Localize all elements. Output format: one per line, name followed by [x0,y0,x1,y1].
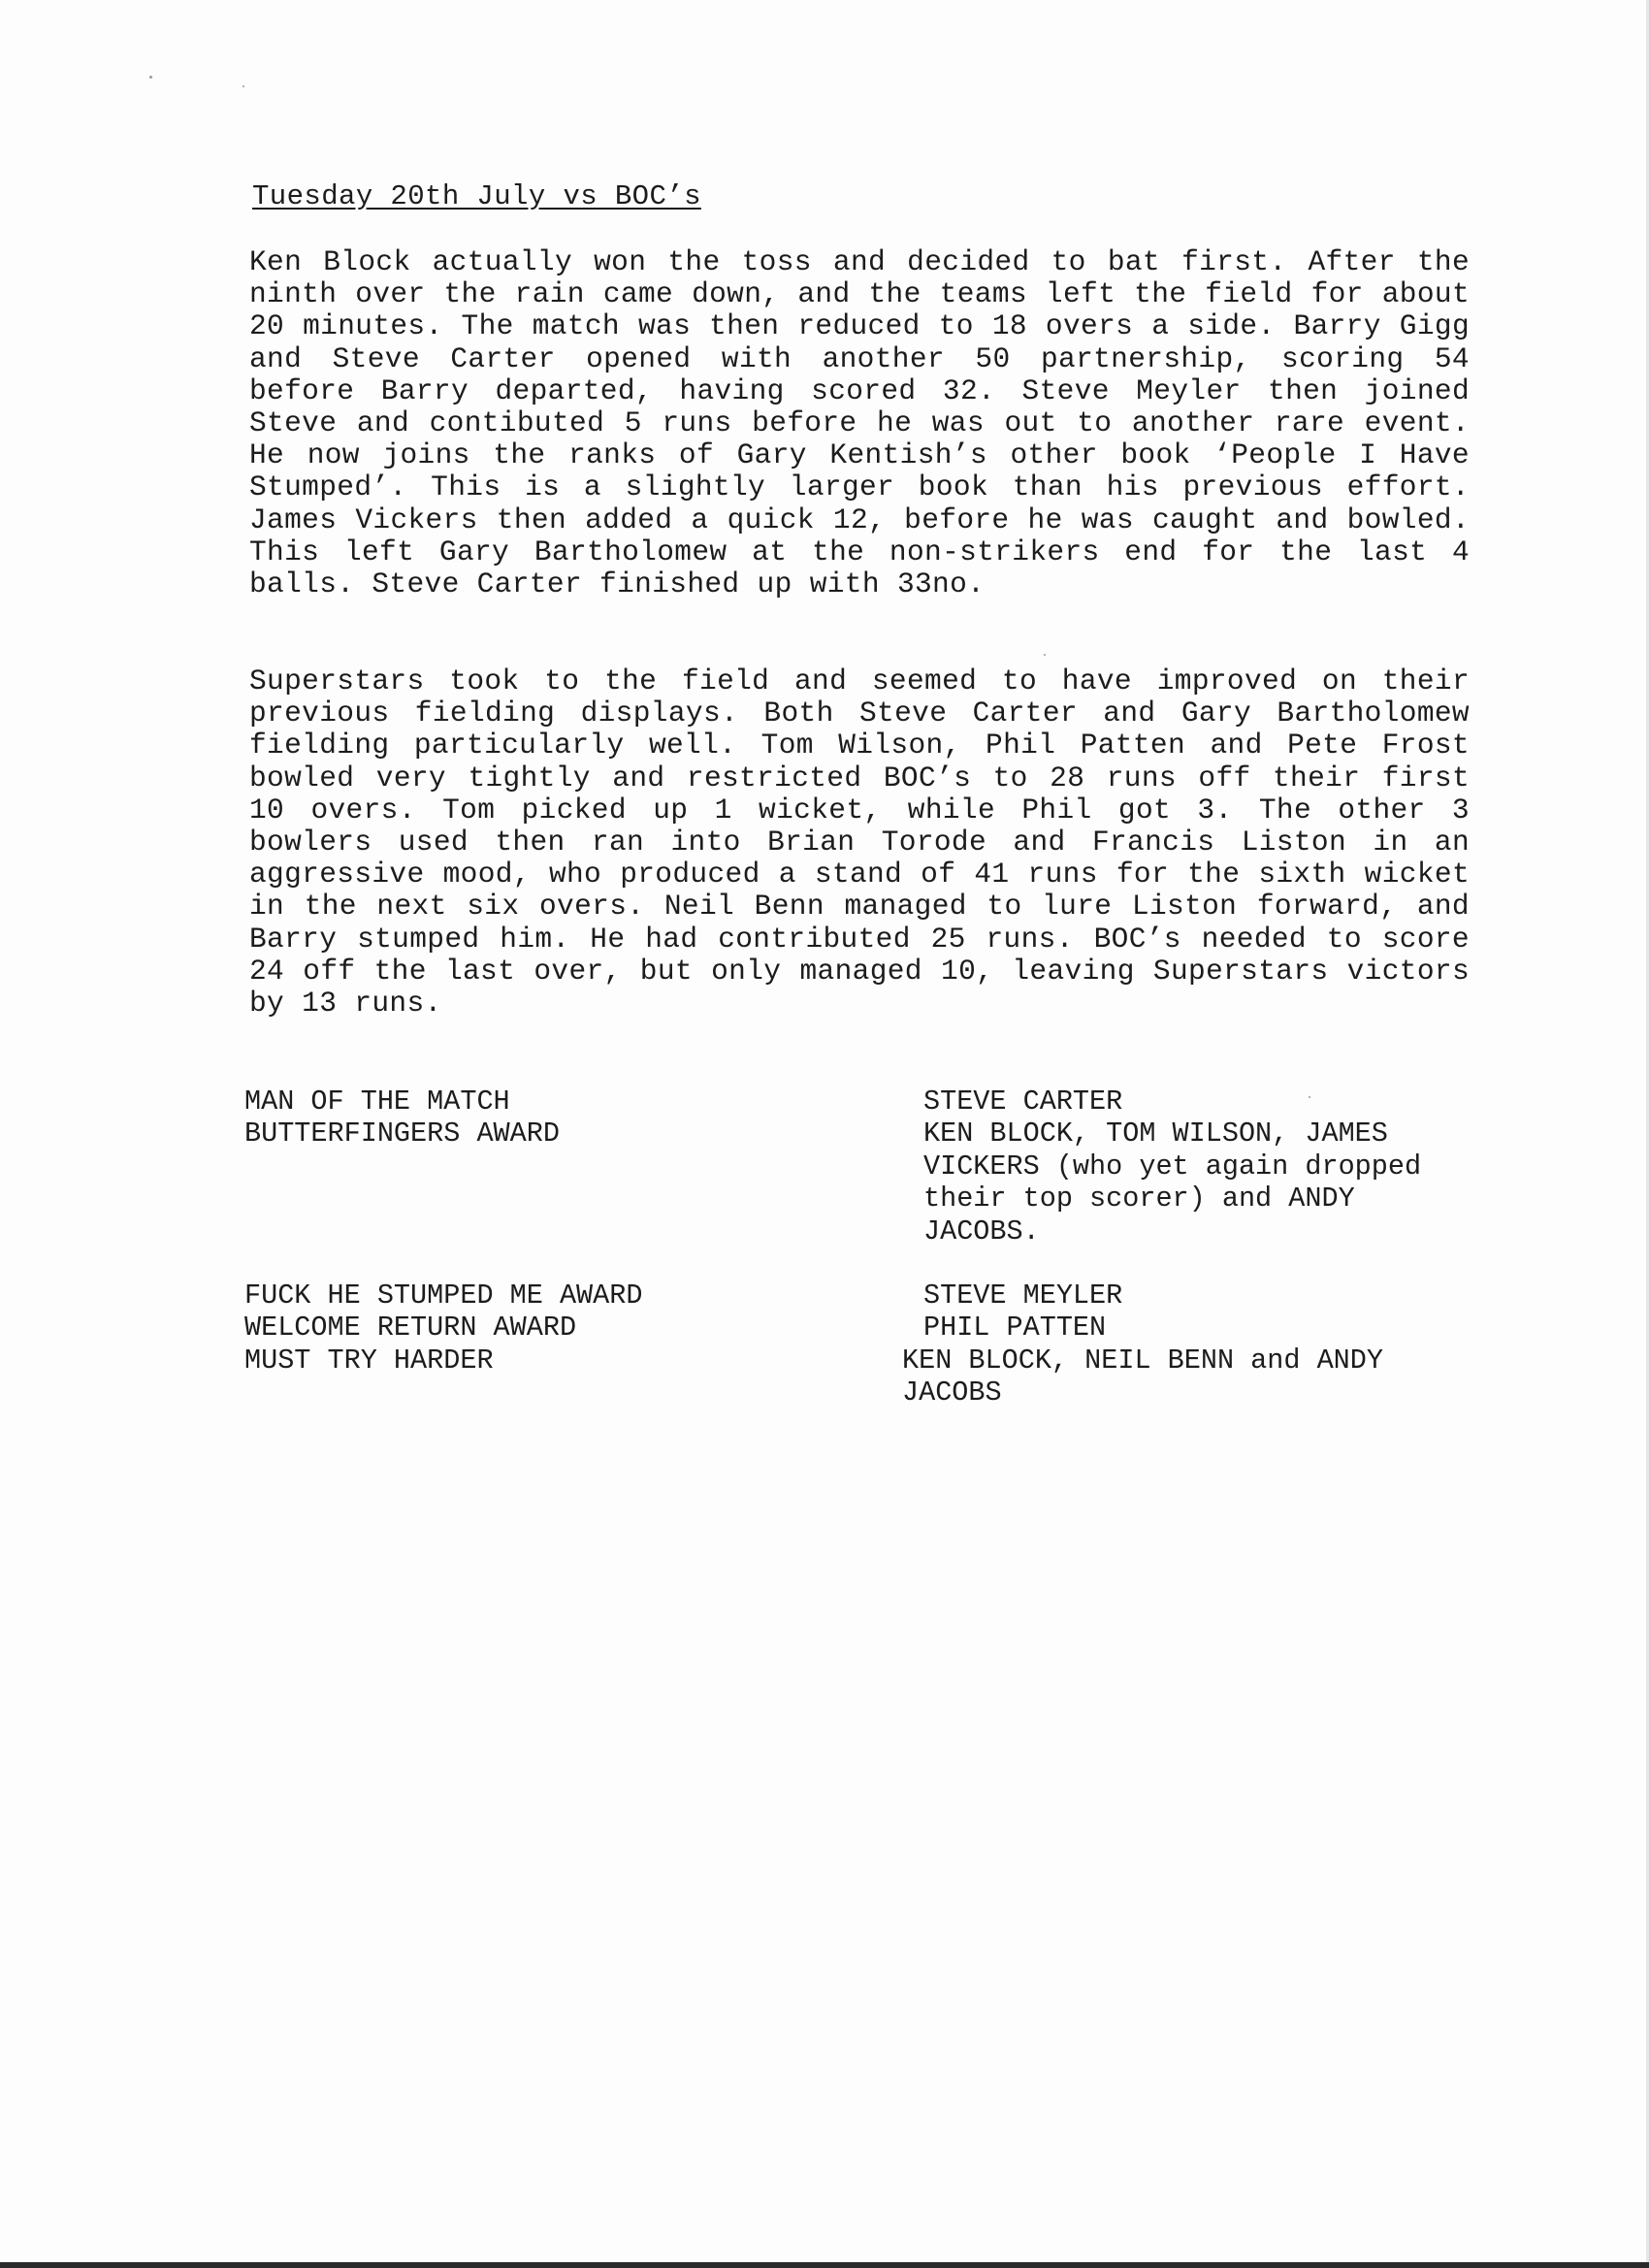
award-label: MAN OF THE MATCH [244,1085,510,1118]
match-title: Tuesday 20th July vs BOC’s [252,180,701,212]
awards-list [244,1085,1476,1409]
award-label: BUTTERFINGERS AWARD [244,1118,560,1150]
award-row-must-try-harder [244,1345,1476,1409]
scan-edge [0,2262,1649,2268]
scan-speck [1044,654,1046,656]
fielding-report-paragraph: Superstars took to the field and seemed to have improved on their previous fielding displays. Both Steve Carter and Gary Bartholomew fielding particularly well. Tom Wilson, Phil Patten and Pete Frost bowled very tightly and restricted BOC’s to 28 runs off their first 10 overs. Tom picked up 1 wicket, while Phil got 3. The other 3 bowlers used then ran into Brian Torode and Francis Liston in an aggressive mood, who produced a stand of 41 runs for the sixth wicket in the next six overs. Neil Benn managed to lure Liston forward, and Barry stumped him. He had contributed 25 runs. BOC’s needed to score 24 off the last over, but only managed 10, leaving Superstars victors by 13 runs. [249,664,1470,1021]
award-value: STEVE CARTER [923,1085,1123,1118]
batting-report-paragraph: Ken Block actually won the toss and decided to bat first. After the ninth over the rain came down, and the teams left the field for about 20 minutes. The match was then reduced to 18 overs a side. Barry Gigg and Steve Carter opened with another 50 partnership, scoring 54 before Barry departed, having scored 32. Steve Meyler then joined Steve and contibuted 5 runs before he was out to another rare event. He now joins the ranks of Gary Kentish’s other book ‘People I Have Stumped’. This is a slightly larger book than his previous effort. James Vickers then added a quick 12, before he was caught and bowled. This left Gary Bartholomew at the non-strikers end for the last 4 balls. Steve Carter finished up with 33no. [249,245,1470,601]
award-value: PHIL PATTEN [923,1312,1107,1345]
award-label: FUCK HE STUMPED ME AWARD [244,1280,643,1312]
scan-speck [242,85,244,87]
award-spacer [244,1247,1476,1280]
award-value: KEN BLOCK, TOM WILSON, JAMES VICKERS (who yet again dropped their top scorer) and ANDY JACOBS. [923,1118,1422,1247]
award-row-welcome-return [244,1312,1476,1344]
award-label: WELCOME RETURN AWARD [244,1312,577,1345]
award-label: MUST TRY HARDER [244,1344,494,1377]
award-row-man-of-the-match [244,1085,1476,1118]
scan-speck [149,76,152,79]
award-row-stumped-me [244,1280,1476,1312]
award-row-butterfingers [244,1118,1476,1247]
award-value: KEN BLOCK, NEIL BENN and ANDY JACOBS [902,1344,1383,1409]
award-value: STEVE MEYLER [923,1280,1123,1312]
